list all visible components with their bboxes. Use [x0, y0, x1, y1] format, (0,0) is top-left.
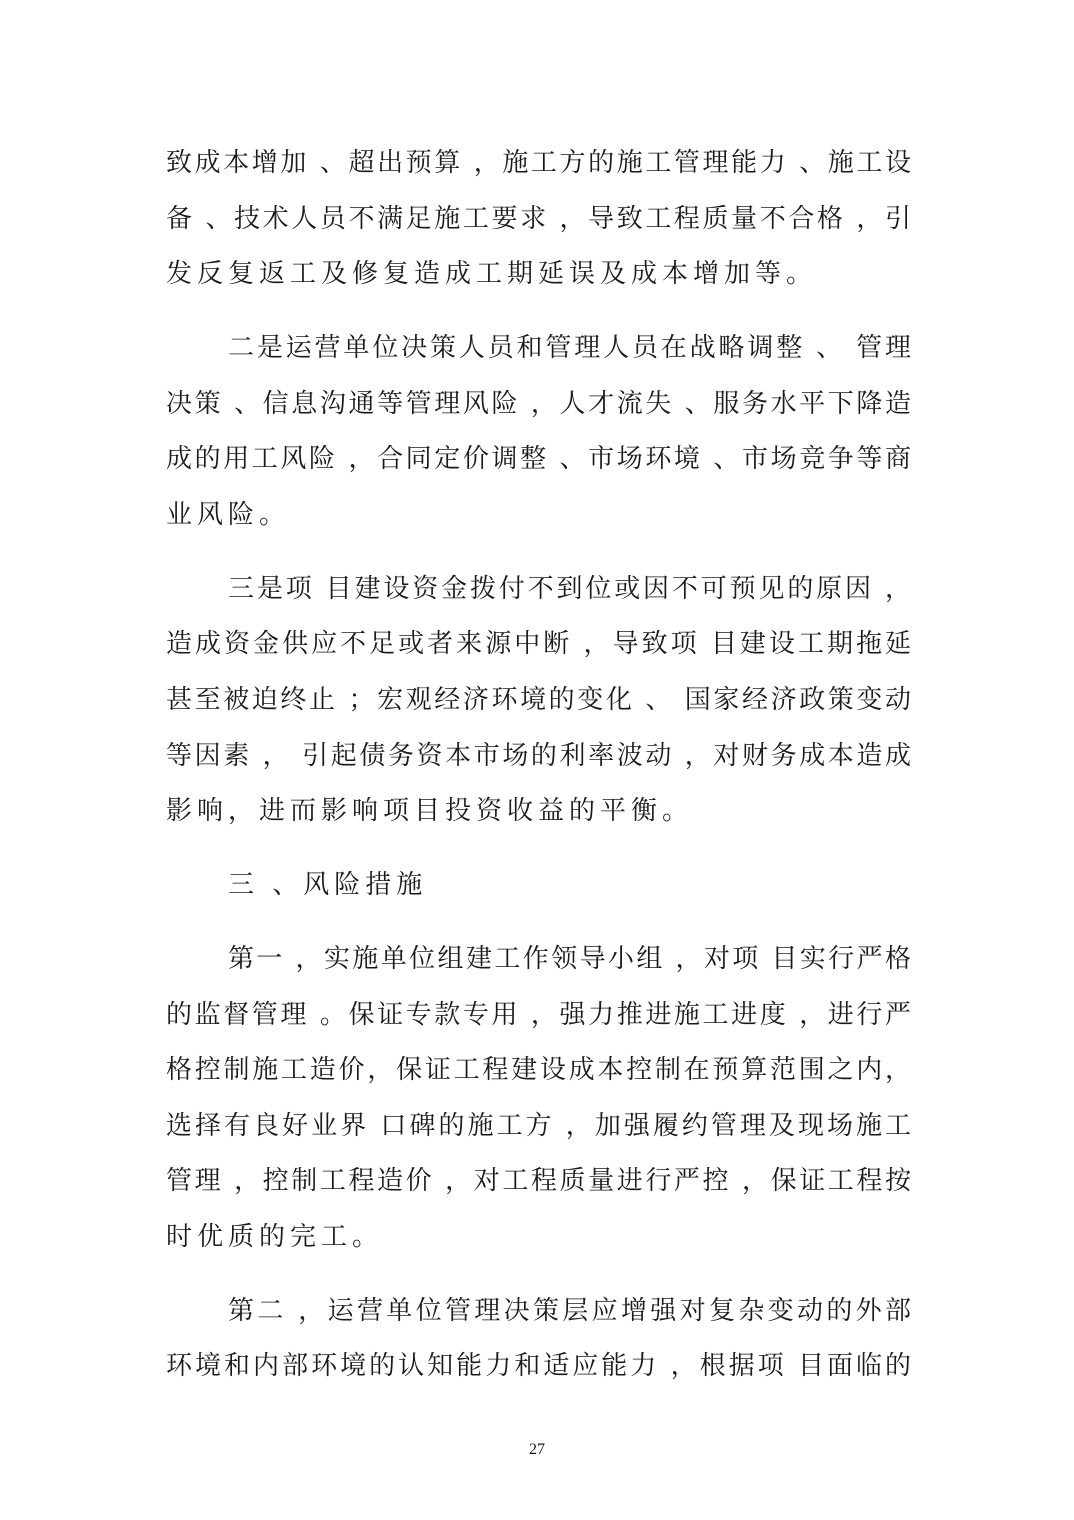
text-line: 决策 、信息沟通等管理风险 ，人才流失 、服务水平下降造: [166, 389, 911, 419]
text-line: 管理 ，控制工程造价 ，对工程质量进行严控 ，保证工程按: [166, 1166, 911, 1196]
text-line: 造成资金供应不足或者来源中断 ，导致项 目建设工期拖延: [166, 629, 911, 659]
text-line: 业风险。: [166, 500, 291, 530]
text-line: 时优质的完工。: [166, 1222, 384, 1252]
text-line: 三是项 目建设资金拨付不到位或因不可预见的原因 ，: [228, 574, 911, 604]
section-heading: 三 、风险措施: [228, 870, 428, 900]
text-line: 选择有良好业界 口碑的施工方 ，加强履约管理及现场施工: [166, 1111, 911, 1141]
text-line: 影响，进而影响项目投资收益的平衡。: [166, 796, 694, 826]
text-line: 发反复返工及修复造成工期延误及成本增加等。: [166, 259, 818, 289]
text-line: 成的用工风险 ，合同定价调整 、市场环境 、市场竞争等商: [166, 444, 911, 474]
text-line: 第一 ，实施单位组建工作领导小组 ，对项 目实行严格: [228, 944, 911, 974]
text-line: 第二 ，运营单位管理决策层应增强对复杂变动的外部: [228, 1296, 911, 1326]
text-line: 环境和内部环境的认知能力和适应能力 ，根据项 目面临的: [166, 1351, 911, 1381]
text-line: 等因素 ， 引起债务资本市场的利率波动 ，对财务成本造成: [166, 741, 911, 771]
text-line: 备 、技术人员不满足施工要求 ，导致工程质量不合格 ，引: [166, 204, 911, 234]
text-line: 的监督管理 。保证专款专用 ，强力推进施工进度 ，进行严: [166, 1000, 911, 1030]
text-line: 二是运营单位决策人员和管理人员在战略调整 、 管理: [228, 333, 911, 363]
text-line: 甚至被迫终止 ；宏观经济环境的变化 、 国家经济政策变动: [166, 685, 911, 715]
text-line: 格控制施工造价，保证工程建设成本控制在预算范围之内，: [166, 1055, 911, 1085]
text-line: 致成本增加 、超出预算 ，施工方的施工管理能力 、施工设: [166, 148, 911, 178]
page-number: 27: [529, 1441, 545, 1458]
